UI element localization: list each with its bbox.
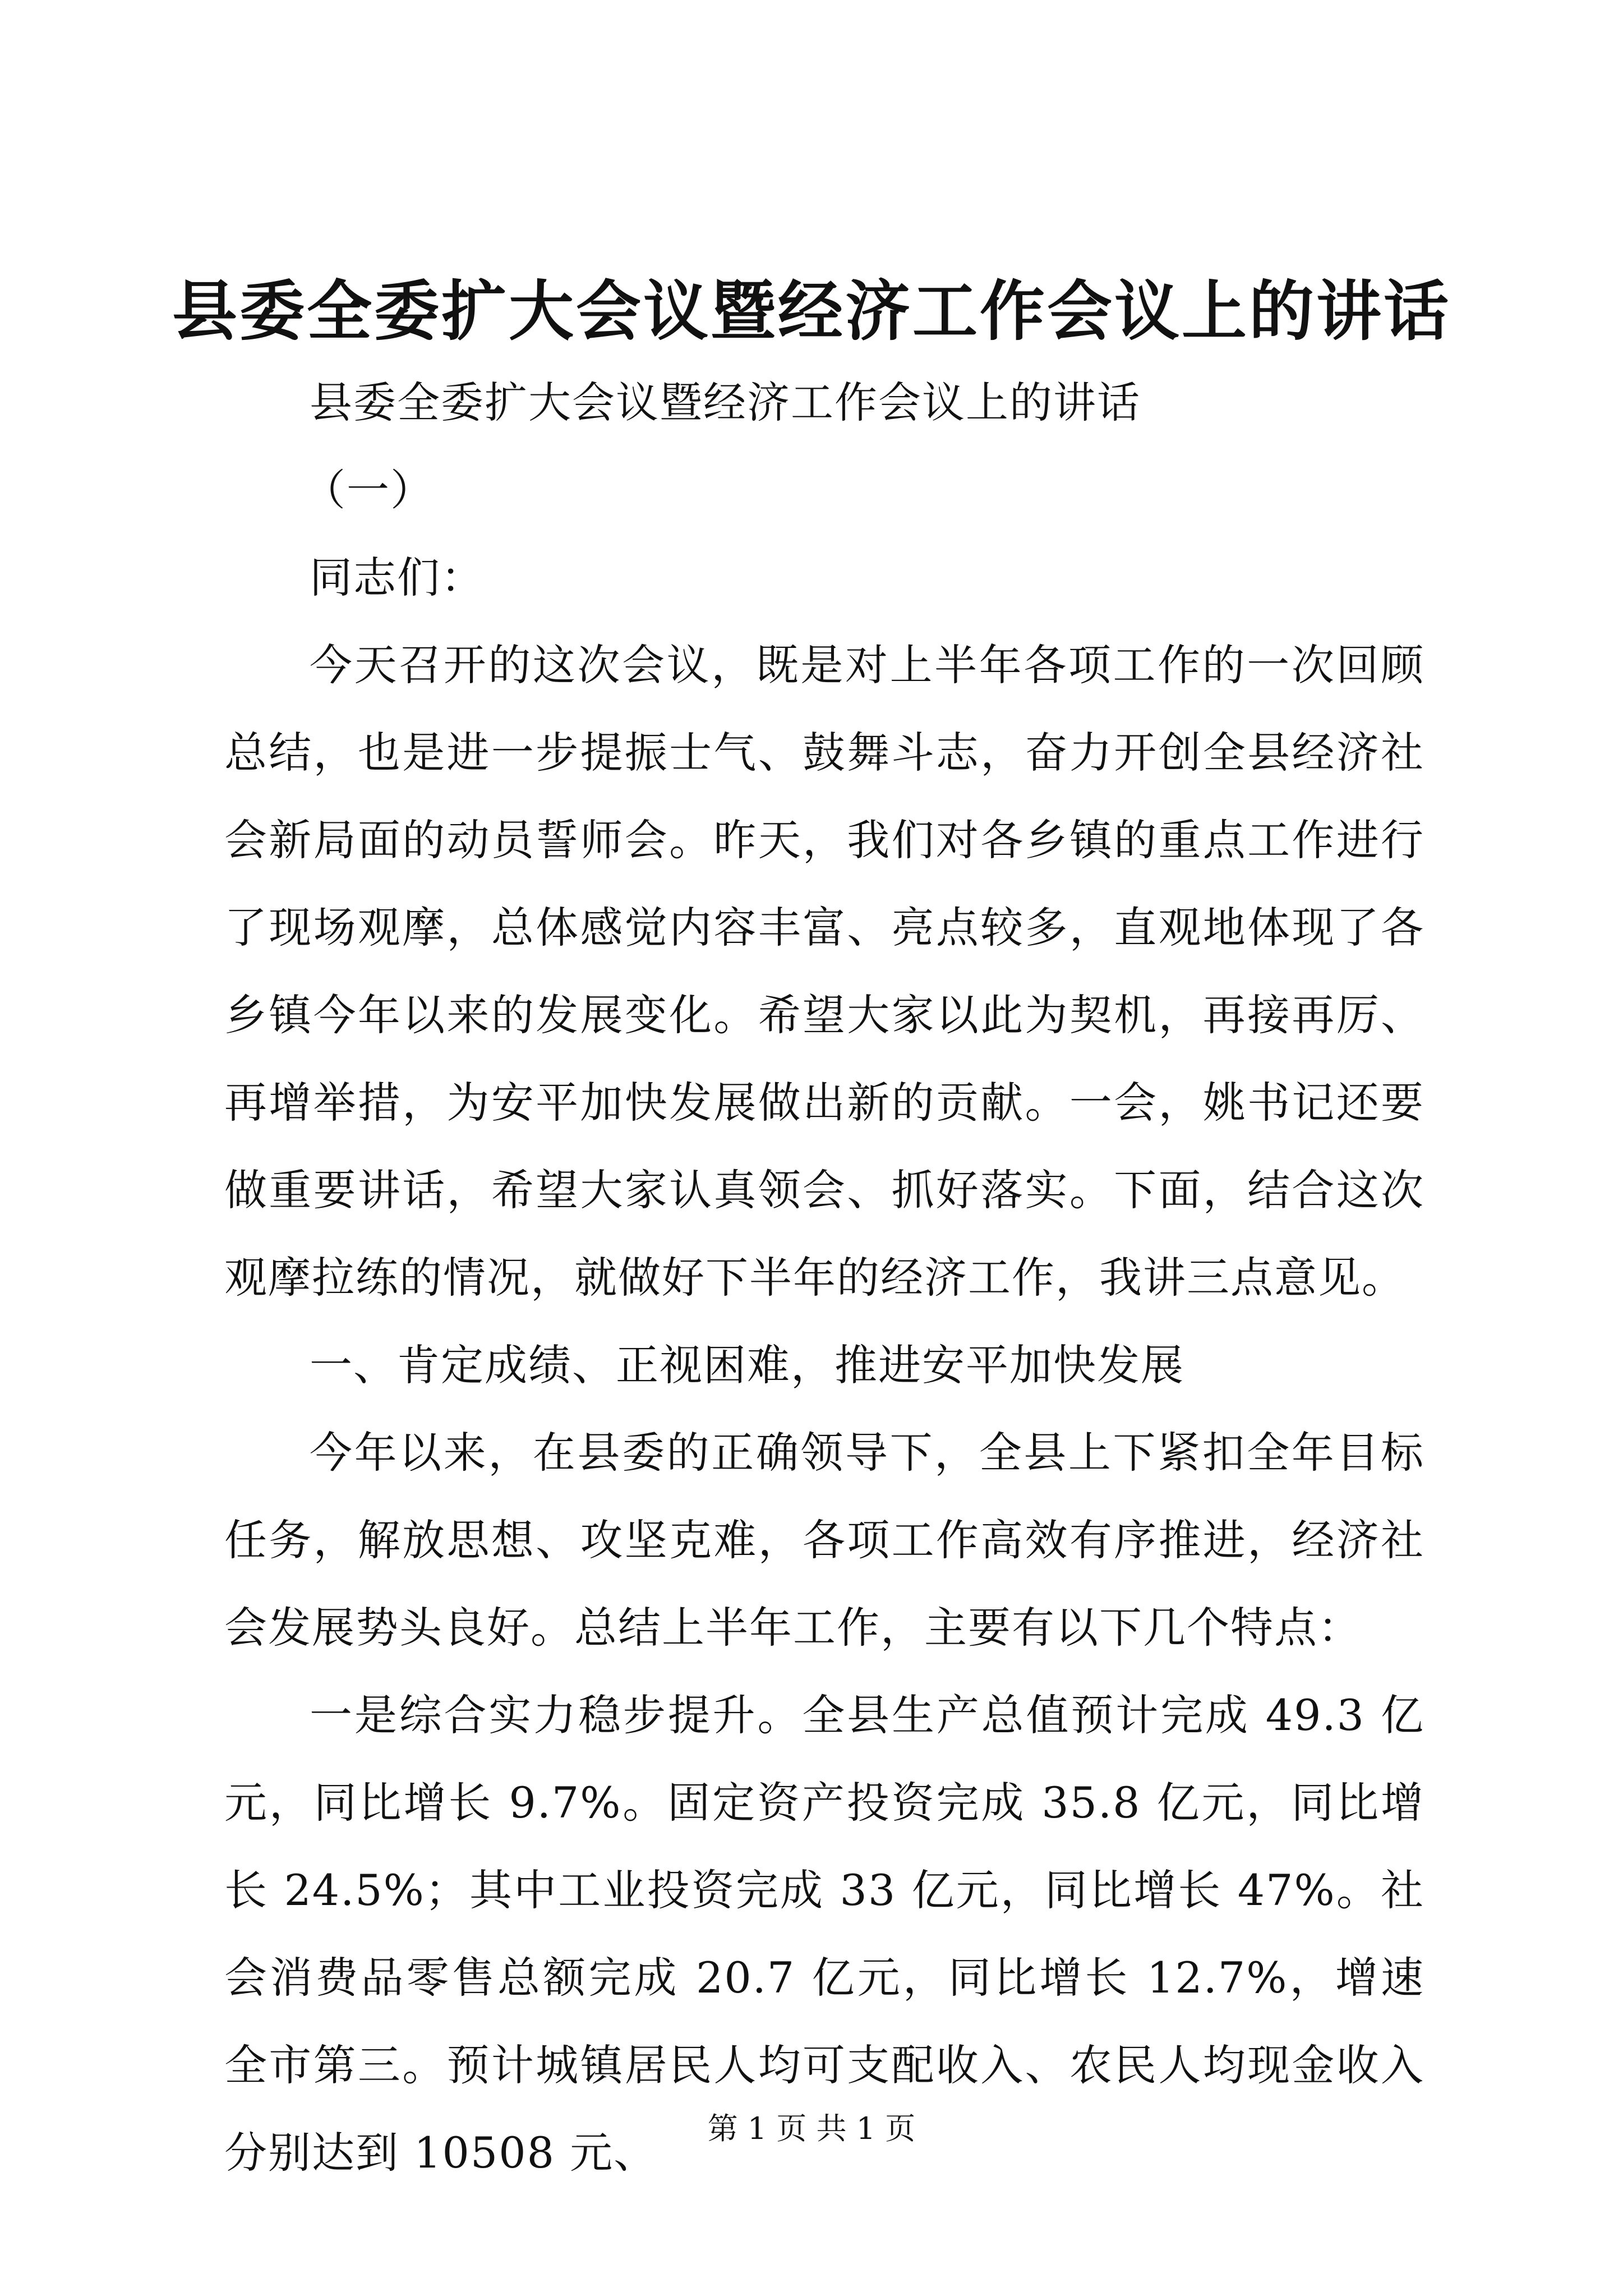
- paragraph-overview: 今年以来，在县委的正确领导下，全县上下紧扣全年目标任务，解放思想、攻坚克难，各项工作高效有序推进，经济社会发展势头良好。总结上半年工作，主要有以下几个特点：: [224, 1428, 1424, 1653]
- paragraph-point-one: 一是综合实力稳步提升。全县生产总值预计完成 49.3 亿元，同比增长 9.7%。固定资产投资完成 35.8 亿元，同比增长 24.5%；其中工业投资完成 33 亿元，同比增长 47%。社会消费品零售总额完成 20.7 亿元，同比增长 12.7%，增速全市第三。预计城镇居民人均可支配收入、农民人均现金收入分别达到 10508 元、: [224, 1690, 1424, 2178]
- paragraph-opening: 今天召开的这次会议，既是对上半年各项工作的一次回顾总结，也是进一步提振士气、鼓舞斗志，奋力开创全县经济社会新局面的动员誓师会。昨天，我们对各乡镇的重点工作进行了现场观摩，总体感觉内容丰富、亮点较多，直观地体现了各乡镇今年以来的发展变化。希望大家以此为契机，再接再厉、再增举措，为安平加快发展做出新的贡献。一会，姚书记还要做重要讲话，希望大家认真领会、抓好落实。下面，结合这次观摩拉练的情况，就做好下半年的经济工作，我讲三点意见。: [224, 640, 1424, 1303]
- page-footer: 第 1 页 共 1 页: [707, 2111, 916, 2146]
- section-number: （一）: [303, 465, 434, 515]
- section-heading-one: 一、肯定成绩、正视困难，推进安平加快发展: [310, 1340, 1184, 1390]
- document-title: 县委全委扩大会议暨经济工作会议上的讲话: [172, 273, 1451, 349]
- document-body: [224, 359, 1424, 2197]
- salutation: 同志们：: [310, 553, 485, 602]
- document-subtitle: 县委全委扩大会议暨经济工作会议上的讲话: [310, 378, 1141, 427]
